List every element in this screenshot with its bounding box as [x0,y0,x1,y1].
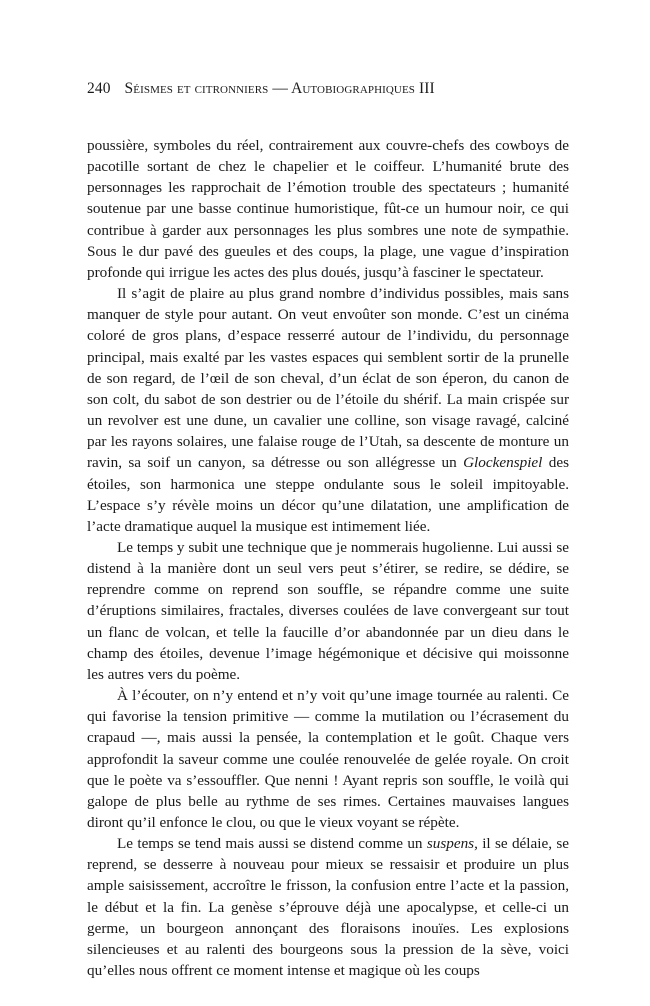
paragraph [87,283,569,537]
paragraph [87,833,569,981]
body-text [87,135,569,981]
paragraph-text: Le temps y subit une technique que je nommerais hugolienne. Lui aussi se distend à la manière dont un seul vers peut s’étirer, se redire, se dédire, se reprendre comme on reprend son souffle, se répandre comme une suite d’éruptions similaires, fractales, diverses coulées de lave convergeant sur tout un flanc de volcan, et telle la faucille d’or abandonnée par un dieu dans le champ des étoiles, devenue l’image hégémonique et décisive qui moissonne les autres vers du poème. [87,538,569,683]
paragraph-text: Il s’agit de plaire au plus grand nombre d’individus possibles, mais sans manquer de style pour autant. On veut envoûter son monde. C’est un cinéma coloré de gros plans, d’espace resserré autour de l’individu, du personnage principal, mais exalté par les vastes espaces qui semblent sortir de la prunelle de son regard, de l’œil de son cheval, d’un éclat de son éperon, du canon de son colt, du sabot de son destrier ou de l’étoile du shérif. La main crispée sur un revolver est une dune, un cavalier une colline, son visage ravagé, calciné par les rayons solaires, une falaise rouge de l’Utah, sa descente de monture un ravin, sa soif un canyon, sa détresse ou son allégresse un [87,285,569,472]
paragraph-text: des étoiles, son harmonica une steppe ondulante sous le soleil impitoyable. L’espace s’y révèle moins un décor qu’une dilatation, une amplification de l’acte dramatique auquel la musique est intimement liée. [87,454,569,535]
italic-text: suspens [426,835,475,853]
page-number: 240 [87,80,111,97]
italic-text: Glockenspiel [463,454,543,472]
paragraph-text: poussière, symboles du réel, contrairement aux couvre-chefs des cowboys de pacotille sortant de chez le chapelier et le coiffeur. L’humanité brute des personnages les rapprochait de l’émotion trouble des spectateurs ; humanité soutenue par une basse continue humoristique, fût-ce un humour noir, ce qui contribue à garder aux personnages les plus sombres une note de sympathie. Sous le dur pavé des gueules et des coups, la plage, une vague d’inspiration profonde qui irrigue les actes des plus doués, jusqu’à fasciner le spectateur. [87,137,569,281]
running-head [87,80,435,98]
paragraph [87,537,569,685]
paragraph-text: , il se délaie, se reprend, se desserre à nouveau pour mieux se ressaisir et produire un plus ample saisissement, accroître le frisson, la confusion entre l’acte et la passion, le début et la fin. La genèse s’éprouve déjà une apocalypse, et celle-ci un germe, un bourgeon annonçant des floraisons inouïes. Les explosions silencieuses et au ralenti des bourgeons sous la pression de la sève, voici qu’elles nous offrent ce moment intense et magique où les coups [87,835,569,980]
paragraph [87,685,569,833]
paragraph-text: Le temps se tend mais aussi se distend comme un [117,835,427,853]
book-title: Séismes et citronniers — Autobiographiques III [124,80,435,97]
paragraph-text: À l’écouter, on n’y entend et n’y voit qu’une image tournée au ralenti. Ce qui favorise la tension primitive — comme la mutilation ou l’écrasement du crapaud —, mais aussi la pensée, la contemplation et le goût. Chaque vers approfondit la saveur comme une coulée renouvelée de gelée royale. On croit que le poète va s’essouffler. Que nenni ! Ayant repris son souffle, le voilà qui galope de plus belle au rythme de ses rimes. Certaines mauvaises langues diront qu’il enfonce le clou, ou que le vieux voyant se répète. [87,687,569,831]
paragraph [87,135,569,283]
